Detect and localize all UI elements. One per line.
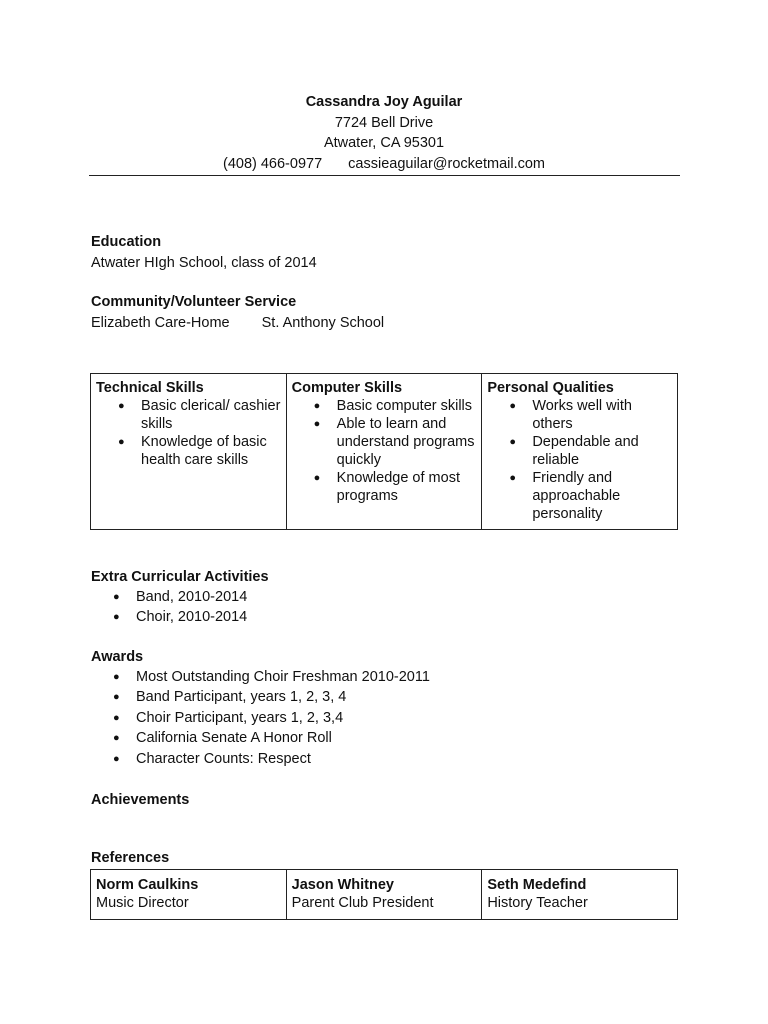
reference-cell	[482, 870, 678, 920]
community-items	[91, 313, 384, 333]
awards-heading: Awards	[91, 649, 144, 665]
list-item: ● California Senate A Honor Roll	[91, 728, 430, 748]
street-address: 7724 Bell Drive	[334, 114, 434, 131]
community-item: Elizabeth Care-Home	[91, 315, 230, 331]
skill-item: ● Knowledge of most programs	[292, 469, 477, 505]
reference-name: Norm Caulkins	[96, 877, 199, 893]
reference-role: Music Director	[96, 895, 189, 911]
resume-header	[0, 92, 768, 175]
skill-item: ● Basic clerical/ cashier skills	[96, 397, 281, 433]
skill-item: ● Basic computer skills	[292, 397, 477, 415]
list-item: ● Choir Participant, years 1, 2, 3,4	[91, 708, 430, 728]
skills-column-personal	[482, 374, 678, 530]
skills-table	[90, 373, 678, 530]
skill-item: ● Able to learn and understand programs quickly	[292, 415, 477, 469]
contact-line	[0, 154, 768, 175]
skill-item: ● Works well with others	[487, 397, 672, 433]
skills-column-title: Technical Skills	[96, 380, 204, 396]
header-divider	[89, 175, 680, 176]
reference-cell	[286, 870, 482, 920]
skill-item: ● Friendly and approachable personality	[487, 469, 672, 523]
skills-column-title: Personal Qualities	[487, 380, 614, 396]
extracurricular-list	[91, 587, 247, 628]
awards-list	[91, 667, 430, 769]
reference-name: Jason Whitney	[291, 877, 394, 893]
reference-role: Parent Club President	[291, 895, 434, 911]
skills-column-technical	[91, 374, 287, 530]
references-table	[90, 869, 678, 920]
list-item: ● Choir, 2010-2014	[91, 607, 247, 627]
education-heading: Education	[91, 234, 162, 250]
extracurricular-heading: Extra Curricular Activities	[91, 569, 269, 585]
community-heading: Community/Volunteer Service	[91, 294, 297, 310]
skill-item: ● Knowledge of basic health care skills	[96, 433, 281, 469]
references-heading: References	[91, 850, 170, 866]
list-item: ● Most Outstanding Choir Freshman 2010-2011	[91, 667, 430, 687]
skill-item: ● Dependable and reliable	[487, 433, 672, 469]
list-item: ● Character Counts: Respect	[91, 749, 430, 769]
city-state-zip: Atwater, CA 95301	[323, 135, 445, 152]
phone-number: (408) 466-0977	[222, 156, 323, 173]
applicant-name: Cassandra Joy Aguilar	[305, 94, 463, 110]
email-address: cassieaguilar@rocketmail.com	[348, 156, 545, 173]
list-item: ● Band Participant, years 1, 2, 3, 4	[91, 687, 430, 707]
skills-column-computer	[286, 374, 482, 530]
reference-cell	[91, 870, 287, 920]
education-text: Atwater HIgh School, class of 2014	[91, 255, 317, 271]
reference-name: Seth Medefind	[487, 877, 587, 893]
skills-column-title: Computer Skills	[291, 380, 403, 396]
list-item: ● Band, 2010-2014	[91, 587, 247, 607]
achievements-heading: Achievements	[91, 792, 190, 808]
community-item: St. Anthony School	[261, 315, 385, 331]
reference-role: History Teacher	[487, 895, 588, 911]
